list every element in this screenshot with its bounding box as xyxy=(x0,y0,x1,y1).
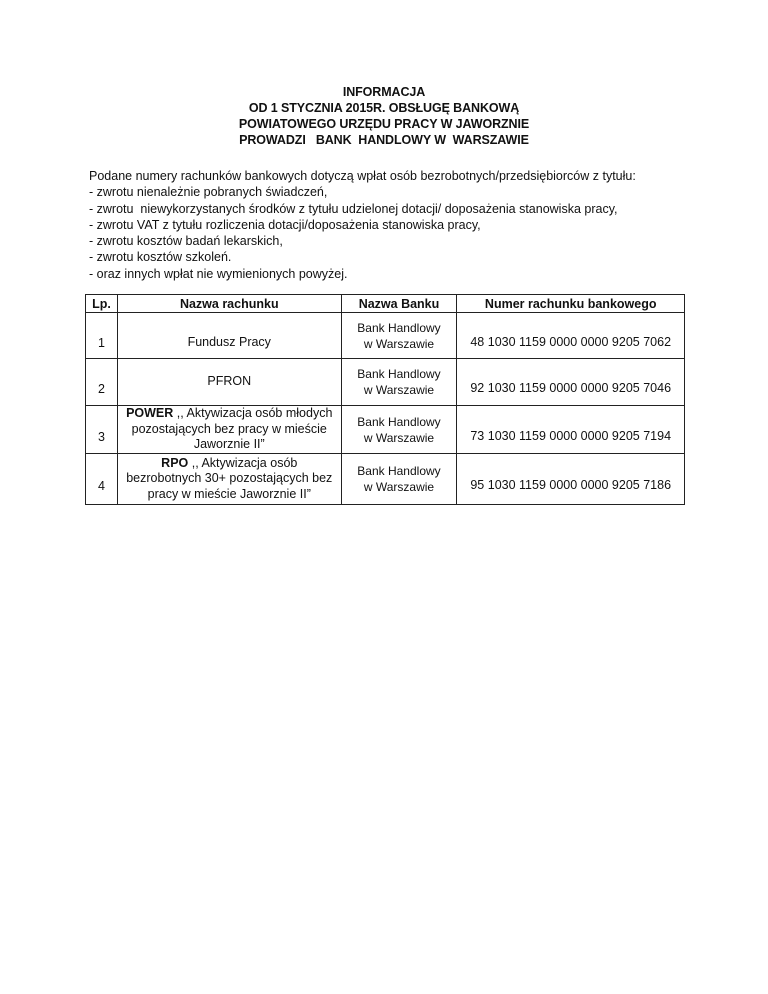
header-lp: Lp. xyxy=(86,295,118,313)
intro-item: - zwrotu niewykorzystanych środków z tytułu udzielonej dotacji/ doposażenia stanowiska pracy, xyxy=(89,201,618,216)
row-bank-city: w Warszawie xyxy=(363,383,435,397)
table-row xyxy=(86,454,685,505)
title-line: OD 1 STYCZNIA 2015R. OBSŁUGĘ BANKOWĄ xyxy=(248,101,520,115)
row-account-name-line: Jaworznie II” xyxy=(193,437,265,452)
row-account-name-line: ,, Aktywizacja osób xyxy=(188,455,298,470)
row-account-name-line: bezrobotnych 30+ pozostających bez xyxy=(126,471,333,486)
intro-paragraph xyxy=(89,168,709,282)
row-account-name xyxy=(118,406,341,422)
row-account-name-line: pozostających bez pracy w mieście xyxy=(131,421,327,436)
row-account-number: 95 1030 1159 0000 0000 9205 7186 xyxy=(470,478,672,492)
row-lp: 2 xyxy=(98,382,105,396)
header-account-number: Numer rachunku bankowego xyxy=(457,295,685,313)
row-bank-name: Bank Handlowy xyxy=(357,367,441,381)
program-name: RPO xyxy=(161,455,189,470)
row-account-name: Fundusz Pracy xyxy=(187,334,271,349)
row-account-name-line: pracy w mieście Jaworznie II” xyxy=(147,486,311,501)
intro-lead: Podane numery rachunków bankowych dotyczą wpłat osób bezrobotnych/przedsiębiorców z tytułu: xyxy=(89,169,636,183)
program-name: POWER xyxy=(126,406,174,421)
intro-item: - zwrotu kosztów szkoleń. xyxy=(89,250,232,265)
row-account-name: PFRON xyxy=(207,374,252,389)
row-account-number: 73 1030 1159 0000 0000 9205 7194 xyxy=(470,428,672,443)
document-title xyxy=(0,84,768,148)
row-account-name-line: ,, Aktywizacja osób młodych xyxy=(173,406,333,421)
row-account-name xyxy=(118,456,341,472)
title-line: POWIATOWEGO URZĘDU PRACY W JAWORZNIE xyxy=(238,117,530,131)
row-lp: 4 xyxy=(98,479,105,493)
accounts-table xyxy=(85,294,685,505)
row-lp: 3 xyxy=(98,429,105,444)
row-account-number: 92 1030 1159 0000 0000 9205 7046 xyxy=(470,381,672,395)
title-line: PROWADZI BANK HANDLOWY W WARSZAWIE xyxy=(239,133,529,147)
row-bank-city: w Warszawie xyxy=(363,480,435,494)
row-bank-name: Bank Handlowy xyxy=(357,414,441,429)
table-row xyxy=(86,313,685,359)
row-bank-city: w Warszawie xyxy=(363,336,435,351)
intro-item: - oraz innych wpłat nie wymienionych powyżej. xyxy=(89,266,348,281)
row-lp: 1 xyxy=(98,335,105,350)
header-account-name: Nazwa rachunku xyxy=(117,295,341,313)
title-line: INFORMACJA xyxy=(342,85,426,99)
table-row xyxy=(86,359,685,406)
header-bank-name: Nazwa Banku xyxy=(341,295,457,313)
row-account-number: 48 1030 1159 0000 0000 9205 7062 xyxy=(470,334,672,349)
row-bank-name: Bank Handlowy xyxy=(357,464,441,478)
intro-item: - zwrotu nienależnie pobranych świadczeń, xyxy=(89,185,328,200)
intro-item: - zwrotu kosztów badań lekarskich, xyxy=(89,234,283,249)
table-header-row xyxy=(86,295,685,313)
row-bank-name: Bank Handlowy xyxy=(357,320,441,335)
row-bank-city: w Warszawie xyxy=(363,430,435,445)
intro-item: - zwrotu VAT z tytułu rozliczenia dotacji/doposażenia stanowiska pracy, xyxy=(89,217,481,232)
table-row xyxy=(86,406,685,454)
